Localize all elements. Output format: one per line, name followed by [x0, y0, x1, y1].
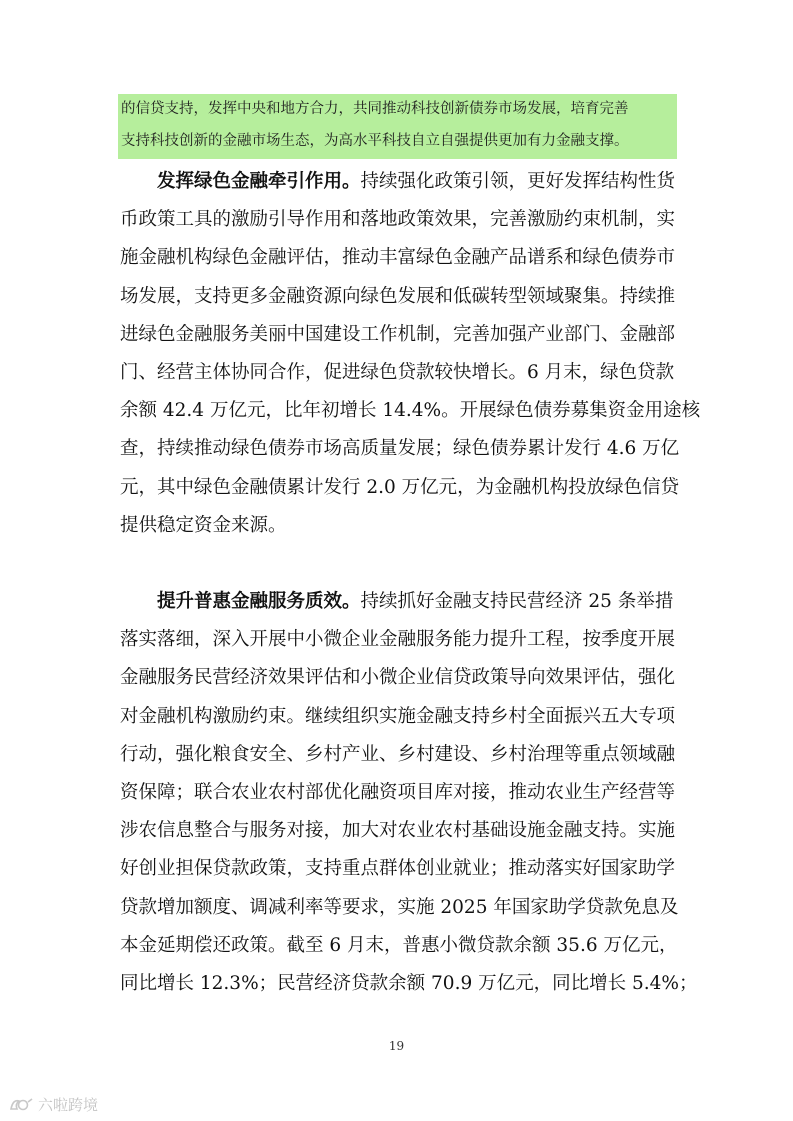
paragraph-line: 本金延期偿还政策。截至 6 月末，普惠小微贷款余额 35.6 万亿元，	[120, 935, 678, 956]
page-number: 19	[388, 1039, 405, 1053]
highlight-line-1: 的信贷支持，发挥中央和地方合力，共同推动科技创新债券市场发展，培育完善	[121, 101, 629, 117]
paragraph-line: 查，持续推动绿色债券市场高质量发展；绿色债券累计发行 4.6 万亿	[120, 438, 680, 459]
paragraph-inclusive-finance-first-line	[157, 589, 673, 615]
paragraph-line: 贷款增加额度、调减利率等要求，实施 2025 年国家助学贷款免息及	[120, 897, 679, 918]
paragraph-line: 同比增长 12.3%；民营经济贷款余额 70.9 万亿元，同比增长 5.4%；	[120, 973, 698, 994]
paragraph-line: 对金融机构激励约束。继续组织实施金融支持乡村全面振兴五大专项	[120, 706, 676, 727]
paragraph-line: 余额 42.4 万亿元，比年初增长 14.4%。开展绿色债券募集资金用途核	[120, 400, 701, 421]
paragraph-line: 行动，强化粮食安全、乡村产业、乡村建设、乡村治理等重点领域融	[120, 744, 676, 765]
paragraph-green-finance-first-line	[157, 169, 675, 195]
highlight-line-2: 支持科技创新的金融市场生态，为高水平科技自立自强提供更加有力金融支撑。	[121, 133, 629, 149]
paragraph-line: 提供稳定资金来源。	[120, 515, 287, 536]
watermark-text: 六啦跨境	[38, 1096, 99, 1114]
paragraph-line: 落实落细，深入开展中小微企业金融服务能力提升工程，按季度开展	[120, 629, 676, 650]
paragraph-text: 持续抓好金融支持民营经济 25 条举措	[360, 591, 674, 612]
paragraph-text: 持续强化政策引领，更好发挥结构性货	[360, 171, 676, 192]
paragraph-line: 场发展，支持更多金融资源向绿色发展和低碳转型领域聚集。持续推	[120, 286, 676, 307]
paragraph-line: 施金融机构绿色金融评估，推动丰富绿色金融产品谱系和绿色债券市	[120, 247, 676, 268]
paragraph-line: 门、经营主体协同合作，促进绿色贷款较快增长。6 月末，绿色贷款	[120, 362, 675, 383]
brand-logo-icon	[8, 1096, 34, 1114]
paragraph-heading: 发挥绿色金融牵引作用。	[157, 171, 361, 192]
paragraph-line: 涉农信息整合与服务对接，加大对农业农村基础设施金融支持。实施	[120, 820, 676, 841]
paragraph-heading: 提升普惠金融服务质效。	[157, 591, 361, 612]
paragraph-line: 币政策工具的激励引导作用和落地政策效果，完善激励约束机制，实	[120, 209, 676, 230]
watermark	[8, 1094, 98, 1115]
paragraph-line: 进绿色金融服务美丽中国建设工作机制，完善加强产业部门、金融部	[120, 324, 676, 345]
paragraph-line: 资保障；联合农业农村部优化融资项目库对接，推动农业生产经营等	[120, 782, 676, 803]
paragraph-line: 好创业担保贷款政策，支持重点群体创业就业；推动落实好国家助学	[120, 858, 676, 879]
paragraph-line: 金融服务民营经济效果评估和小微企业信贷政策导向效果评估，强化	[120, 667, 676, 688]
paragraph-line: 元，其中绿色金融债累计发行 2.0 万亿元，为金融机构投放绿色信贷	[120, 477, 680, 498]
